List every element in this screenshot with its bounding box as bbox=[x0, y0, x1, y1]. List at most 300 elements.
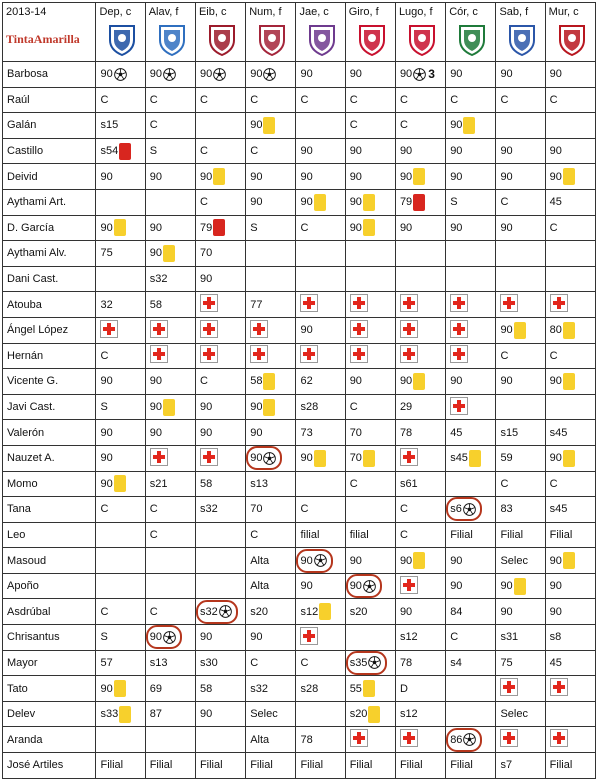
match-cell bbox=[496, 701, 545, 727]
minutes-value: 45 bbox=[549, 656, 562, 669]
minutes-value: 90 bbox=[100, 170, 113, 183]
match-cell bbox=[145, 497, 195, 523]
minutes-value: 90 bbox=[100, 477, 113, 490]
match-cell bbox=[145, 164, 195, 190]
match-cell bbox=[446, 420, 496, 446]
minutes-value: Filial bbox=[149, 759, 173, 772]
minutes-value: 90 bbox=[149, 247, 162, 260]
minutes-value: 86 bbox=[450, 733, 463, 746]
match-cell bbox=[545, 266, 595, 292]
injury-cross-icon bbox=[350, 320, 368, 338]
match-cell bbox=[345, 548, 395, 574]
injury-cross-icon bbox=[350, 345, 368, 363]
yellow-card-icon bbox=[263, 117, 275, 134]
yellow-card-icon bbox=[263, 399, 275, 416]
match-cell bbox=[96, 343, 145, 369]
player-name: Barbosa bbox=[3, 62, 96, 88]
yellow-card-icon bbox=[563, 450, 575, 467]
match-cell bbox=[145, 369, 195, 395]
match-cell bbox=[296, 138, 345, 164]
minutes-value: S bbox=[149, 145, 158, 158]
minutes-value: s7 bbox=[500, 759, 513, 772]
match-cell bbox=[496, 394, 545, 420]
match-cell bbox=[296, 701, 345, 727]
minutes-value: s45 bbox=[549, 426, 568, 439]
match-cell bbox=[345, 727, 395, 753]
player-name: Ángel López bbox=[3, 317, 96, 343]
table-row bbox=[3, 522, 596, 548]
match-cell bbox=[395, 573, 445, 599]
minutes-value: 90 bbox=[300, 324, 313, 337]
match-cell bbox=[246, 343, 296, 369]
match-cell bbox=[446, 62, 496, 88]
soccer-ball-icon bbox=[114, 68, 127, 81]
minutes-value: s20 bbox=[349, 708, 368, 721]
minutes-value: 32 bbox=[100, 298, 113, 311]
minutes-value: s30 bbox=[199, 656, 218, 669]
table-row bbox=[3, 573, 596, 599]
injury-cross-icon bbox=[150, 345, 168, 363]
match-cell bbox=[345, 701, 395, 727]
player-name: Apoño bbox=[3, 573, 96, 599]
minutes-value: 45 bbox=[549, 196, 562, 209]
minutes-value: 78 bbox=[399, 656, 413, 669]
red-card-icon bbox=[213, 219, 225, 236]
minutes-value: 90 bbox=[300, 196, 313, 209]
match-cell bbox=[496, 292, 545, 318]
table-row bbox=[3, 676, 596, 702]
player-name: Delev bbox=[3, 701, 96, 727]
match-cell bbox=[545, 701, 595, 727]
match-cell bbox=[96, 292, 145, 318]
minutes-value: s32 bbox=[199, 503, 218, 516]
minutes-value: C bbox=[500, 93, 509, 106]
player-name: Valerón bbox=[3, 420, 96, 446]
minutes-value: 90 bbox=[549, 452, 562, 465]
table-row bbox=[3, 138, 596, 164]
team-label: Dep, c bbox=[99, 6, 132, 18]
soccer-ball-icon bbox=[463, 733, 476, 746]
minutes-value: C bbox=[199, 145, 208, 158]
match-cell bbox=[545, 189, 595, 215]
yellow-card-icon bbox=[119, 706, 131, 723]
match-cell bbox=[296, 676, 345, 702]
minutes-value: 90 bbox=[300, 452, 313, 465]
injury-cross-icon bbox=[200, 448, 218, 466]
match-cell bbox=[246, 317, 296, 343]
player-name: Aythami Alv. bbox=[3, 241, 96, 267]
match-cell bbox=[195, 497, 245, 523]
match-cell bbox=[145, 625, 195, 651]
match-cell bbox=[345, 445, 395, 471]
minutes-value: C bbox=[149, 93, 158, 106]
match-cell bbox=[345, 497, 395, 523]
yellow-card-icon bbox=[469, 450, 481, 467]
minutes-value: filial bbox=[349, 528, 369, 541]
match-cell bbox=[145, 266, 195, 292]
team-label: Lugo, f bbox=[398, 6, 433, 18]
table-row bbox=[3, 394, 596, 420]
team-header bbox=[145, 3, 195, 62]
match-cell bbox=[545, 650, 595, 676]
table-row bbox=[3, 445, 596, 471]
yellow-card-icon bbox=[363, 680, 375, 697]
match-cell bbox=[145, 650, 195, 676]
minutes-value: 90 bbox=[549, 605, 562, 618]
match-cell bbox=[545, 471, 595, 497]
match-cell bbox=[96, 241, 145, 267]
match-cell bbox=[395, 62, 445, 88]
match-cell bbox=[195, 87, 245, 113]
match-cell bbox=[246, 215, 296, 241]
minutes-value: 90 bbox=[549, 68, 562, 81]
stats-sheet bbox=[2, 2, 596, 779]
match-cell bbox=[395, 87, 445, 113]
table-row bbox=[3, 292, 596, 318]
match-cell bbox=[446, 471, 496, 497]
match-cell bbox=[96, 369, 145, 395]
minutes-value: 90 bbox=[450, 170, 463, 183]
match-cell bbox=[96, 445, 145, 471]
match-cell bbox=[296, 394, 345, 420]
team-crest-icon bbox=[107, 22, 137, 56]
match-cell bbox=[345, 753, 395, 779]
match-cell bbox=[246, 189, 296, 215]
match-cell bbox=[195, 215, 245, 241]
table-row bbox=[3, 113, 596, 139]
yellow-card-icon bbox=[413, 552, 425, 569]
match-cell bbox=[545, 599, 595, 625]
minutes-value: 90 bbox=[349, 170, 362, 183]
team-header bbox=[195, 3, 245, 62]
minutes-value: 90 bbox=[250, 631, 263, 644]
yellow-card-icon bbox=[413, 373, 425, 390]
match-cell bbox=[496, 522, 545, 548]
team-crest-icon bbox=[507, 22, 537, 56]
injury-cross-icon bbox=[550, 678, 568, 696]
match-cell bbox=[96, 113, 145, 139]
match-cell bbox=[296, 445, 345, 471]
minutes-value: Filial bbox=[450, 759, 473, 772]
match-cell bbox=[296, 241, 345, 267]
injury-cross-icon bbox=[500, 294, 518, 312]
match-cell bbox=[246, 497, 296, 523]
match-cell bbox=[96, 548, 145, 574]
minutes-value: s32 bbox=[250, 682, 268, 695]
match-cell bbox=[145, 87, 195, 113]
table-row bbox=[3, 497, 596, 523]
table-row bbox=[3, 548, 596, 574]
match-cell bbox=[545, 727, 595, 753]
yellow-card-icon bbox=[163, 245, 175, 262]
yellow-card-icon bbox=[563, 168, 575, 185]
minutes-value: 29 bbox=[399, 401, 413, 414]
match-cell bbox=[395, 471, 445, 497]
match-cell bbox=[496, 573, 545, 599]
corner-cell bbox=[3, 3, 96, 62]
minutes-value: C bbox=[349, 477, 358, 490]
match-cell bbox=[195, 727, 245, 753]
injury-cross-icon bbox=[200, 320, 218, 338]
match-cell bbox=[446, 164, 496, 190]
team-label: Sab, f bbox=[499, 6, 529, 18]
minutes-value: C bbox=[300, 656, 309, 669]
minutes-value: C bbox=[300, 93, 309, 106]
minutes-value: s15 bbox=[100, 119, 119, 132]
match-cell bbox=[246, 266, 296, 292]
minutes-value: s35 bbox=[349, 656, 368, 669]
minutes-value: s12 bbox=[300, 605, 319, 618]
match-cell bbox=[145, 753, 195, 779]
match-cell bbox=[545, 676, 595, 702]
minutes-value: 90 bbox=[549, 375, 562, 388]
minutes-value: C bbox=[149, 528, 158, 541]
yellow-card-icon bbox=[114, 219, 126, 236]
match-cell bbox=[96, 727, 145, 753]
soccer-ball-icon bbox=[163, 631, 176, 644]
injury-cross-icon bbox=[400, 576, 418, 594]
match-cell bbox=[446, 87, 496, 113]
soccer-ball-icon bbox=[463, 503, 476, 516]
minutes-value: 90 bbox=[500, 145, 513, 158]
match-cell bbox=[446, 266, 496, 292]
match-cell bbox=[96, 753, 145, 779]
match-cell bbox=[246, 522, 296, 548]
match-cell bbox=[395, 369, 445, 395]
match-cell bbox=[145, 420, 195, 446]
minutes-value: 90 bbox=[149, 170, 162, 183]
match-cell bbox=[345, 369, 395, 395]
match-cell bbox=[96, 420, 145, 446]
match-cell bbox=[545, 343, 595, 369]
match-cell bbox=[446, 394, 496, 420]
match-cell bbox=[246, 113, 296, 139]
match-cell bbox=[345, 676, 395, 702]
minutes-value: 90 bbox=[199, 708, 213, 721]
team-header bbox=[395, 3, 445, 62]
match-cell bbox=[395, 727, 445, 753]
match-cell bbox=[296, 573, 345, 599]
match-cell bbox=[345, 266, 395, 292]
match-cell bbox=[246, 625, 296, 651]
player-name: Raúl bbox=[3, 87, 96, 113]
minutes-value: 79 bbox=[199, 221, 213, 234]
match-cell bbox=[545, 573, 595, 599]
minutes-value: s45 bbox=[450, 452, 468, 465]
match-cell bbox=[395, 292, 445, 318]
minutes-value: s4 bbox=[450, 656, 462, 669]
match-cell bbox=[296, 87, 345, 113]
player-name: Masoud bbox=[3, 548, 96, 574]
match-cell bbox=[195, 548, 245, 574]
match-cell bbox=[395, 189, 445, 215]
team-crest-icon bbox=[457, 22, 487, 56]
match-cell bbox=[96, 625, 145, 651]
table-row bbox=[3, 164, 596, 190]
minutes-value: 90 bbox=[300, 68, 313, 81]
minutes-value: 90 bbox=[250, 170, 263, 183]
match-cell bbox=[195, 113, 245, 139]
match-cell bbox=[145, 189, 195, 215]
match-cell bbox=[296, 599, 345, 625]
injury-cross-icon bbox=[200, 294, 218, 312]
minutes-value: 62 bbox=[300, 375, 313, 388]
minutes-value: 90 bbox=[250, 119, 263, 132]
yellow-card-icon bbox=[514, 322, 526, 339]
match-cell bbox=[195, 189, 245, 215]
match-cell bbox=[96, 266, 145, 292]
match-cell bbox=[496, 753, 545, 779]
yellow-card-icon bbox=[114, 680, 126, 697]
match-cell bbox=[345, 394, 395, 420]
team-label: Giro, f bbox=[348, 6, 379, 18]
minutes-value: D bbox=[399, 682, 408, 695]
match-cell bbox=[496, 164, 545, 190]
injury-cross-icon bbox=[400, 320, 418, 338]
match-cell bbox=[246, 650, 296, 676]
match-cell bbox=[246, 164, 296, 190]
injury-cross-icon bbox=[300, 294, 318, 312]
match-cell bbox=[545, 164, 595, 190]
yellow-card-icon bbox=[413, 168, 425, 185]
match-cell bbox=[496, 369, 545, 395]
match-cell bbox=[446, 189, 496, 215]
match-cell bbox=[446, 727, 496, 753]
match-cell bbox=[345, 650, 395, 676]
minutes-value: 90 bbox=[450, 221, 463, 234]
match-cell bbox=[195, 394, 245, 420]
minutes-value: 90 bbox=[199, 170, 213, 183]
season-label: 2013-14 bbox=[6, 6, 47, 18]
soccer-ball-icon bbox=[363, 580, 376, 593]
match-cell bbox=[195, 701, 245, 727]
match-cell bbox=[545, 241, 595, 267]
match-cell bbox=[145, 445, 195, 471]
match-cell bbox=[296, 343, 345, 369]
minutes-value: 90 bbox=[450, 554, 463, 567]
minutes-value: S bbox=[450, 196, 458, 209]
match-cell bbox=[145, 471, 195, 497]
minutes-value: 90 bbox=[300, 170, 313, 183]
minutes-value: Alta bbox=[250, 580, 270, 593]
match-cell bbox=[345, 241, 395, 267]
match-cell bbox=[96, 522, 145, 548]
player-name: Hernán bbox=[3, 343, 96, 369]
minutes-value: 90 bbox=[399, 145, 413, 158]
match-cell bbox=[145, 292, 195, 318]
goal-count: 3 bbox=[428, 67, 435, 82]
match-cell bbox=[296, 625, 345, 651]
player-name: Tana bbox=[3, 497, 96, 523]
match-cell bbox=[296, 420, 345, 446]
minutes-value: 90 bbox=[100, 452, 113, 465]
team-header bbox=[496, 3, 545, 62]
match-cell bbox=[496, 113, 545, 139]
minutes-value: C bbox=[149, 605, 158, 618]
team-crest-icon bbox=[307, 22, 337, 56]
minutes-value: 90 bbox=[149, 401, 162, 414]
injury-cross-icon bbox=[350, 294, 368, 312]
minutes-value: 69 bbox=[149, 682, 162, 695]
match-cell bbox=[246, 138, 296, 164]
minutes-value: 90 bbox=[500, 221, 513, 234]
match-cell bbox=[195, 164, 245, 190]
yellow-card-icon bbox=[314, 194, 326, 211]
minutes-value: 90 bbox=[349, 196, 362, 209]
soccer-ball-icon bbox=[314, 554, 327, 567]
minutes-value: s21 bbox=[149, 477, 168, 490]
minutes-value: C bbox=[199, 196, 208, 209]
minutes-value: C bbox=[399, 93, 408, 106]
match-cell bbox=[496, 445, 545, 471]
minutes-value: 45 bbox=[450, 426, 463, 439]
minutes-value: C bbox=[399, 119, 408, 132]
minutes-value: C bbox=[100, 605, 109, 618]
minutes-value: 90 bbox=[500, 324, 513, 337]
table-row bbox=[3, 241, 596, 267]
minutes-value: C bbox=[399, 503, 408, 516]
match-cell bbox=[545, 497, 595, 523]
injury-cross-icon bbox=[450, 345, 468, 363]
minutes-value: C bbox=[250, 528, 259, 541]
match-cell bbox=[545, 753, 595, 779]
minutes-value: C bbox=[300, 503, 309, 516]
soccer-ball-icon bbox=[263, 68, 276, 81]
minutes-value: C bbox=[300, 221, 309, 234]
match-cell bbox=[296, 753, 345, 779]
team-header bbox=[96, 3, 145, 62]
minutes-value: 79 bbox=[399, 196, 413, 209]
minutes-value: C bbox=[250, 93, 259, 106]
match-cell bbox=[296, 189, 345, 215]
minutes-value: 90 bbox=[500, 605, 513, 618]
match-cell bbox=[446, 753, 496, 779]
match-cell bbox=[496, 241, 545, 267]
match-cell bbox=[246, 548, 296, 574]
match-cell bbox=[246, 573, 296, 599]
match-cell bbox=[345, 292, 395, 318]
player-name: Tato bbox=[3, 676, 96, 702]
match-cell bbox=[145, 241, 195, 267]
minutes-value: C bbox=[549, 477, 558, 490]
player-name: Dani Cast. bbox=[3, 266, 96, 292]
minutes-value: 90 bbox=[149, 426, 162, 439]
table-row bbox=[3, 753, 596, 779]
match-cell bbox=[345, 522, 395, 548]
soccer-ball-icon bbox=[213, 68, 226, 81]
match-cell bbox=[296, 369, 345, 395]
minutes-value: C bbox=[500, 196, 509, 209]
match-cell bbox=[96, 62, 145, 88]
injury-cross-icon bbox=[250, 320, 268, 338]
minutes-value: s6 bbox=[450, 503, 462, 516]
injury-cross-icon bbox=[350, 729, 368, 747]
minutes-value: s13 bbox=[149, 656, 168, 669]
minutes-value: 90 bbox=[450, 375, 463, 388]
yellow-card-icon bbox=[213, 168, 225, 185]
match-cell bbox=[195, 599, 245, 625]
soccer-ball-icon bbox=[368, 656, 381, 669]
injury-cross-icon bbox=[450, 397, 468, 415]
minutes-value: 90 bbox=[100, 682, 113, 695]
match-cell bbox=[96, 650, 145, 676]
minutes-value: 90 bbox=[549, 145, 562, 158]
match-cell bbox=[446, 241, 496, 267]
match-cell bbox=[345, 471, 395, 497]
minutes-value: 90 bbox=[250, 196, 263, 209]
minutes-value: 75 bbox=[100, 247, 113, 260]
match-cell bbox=[195, 573, 245, 599]
